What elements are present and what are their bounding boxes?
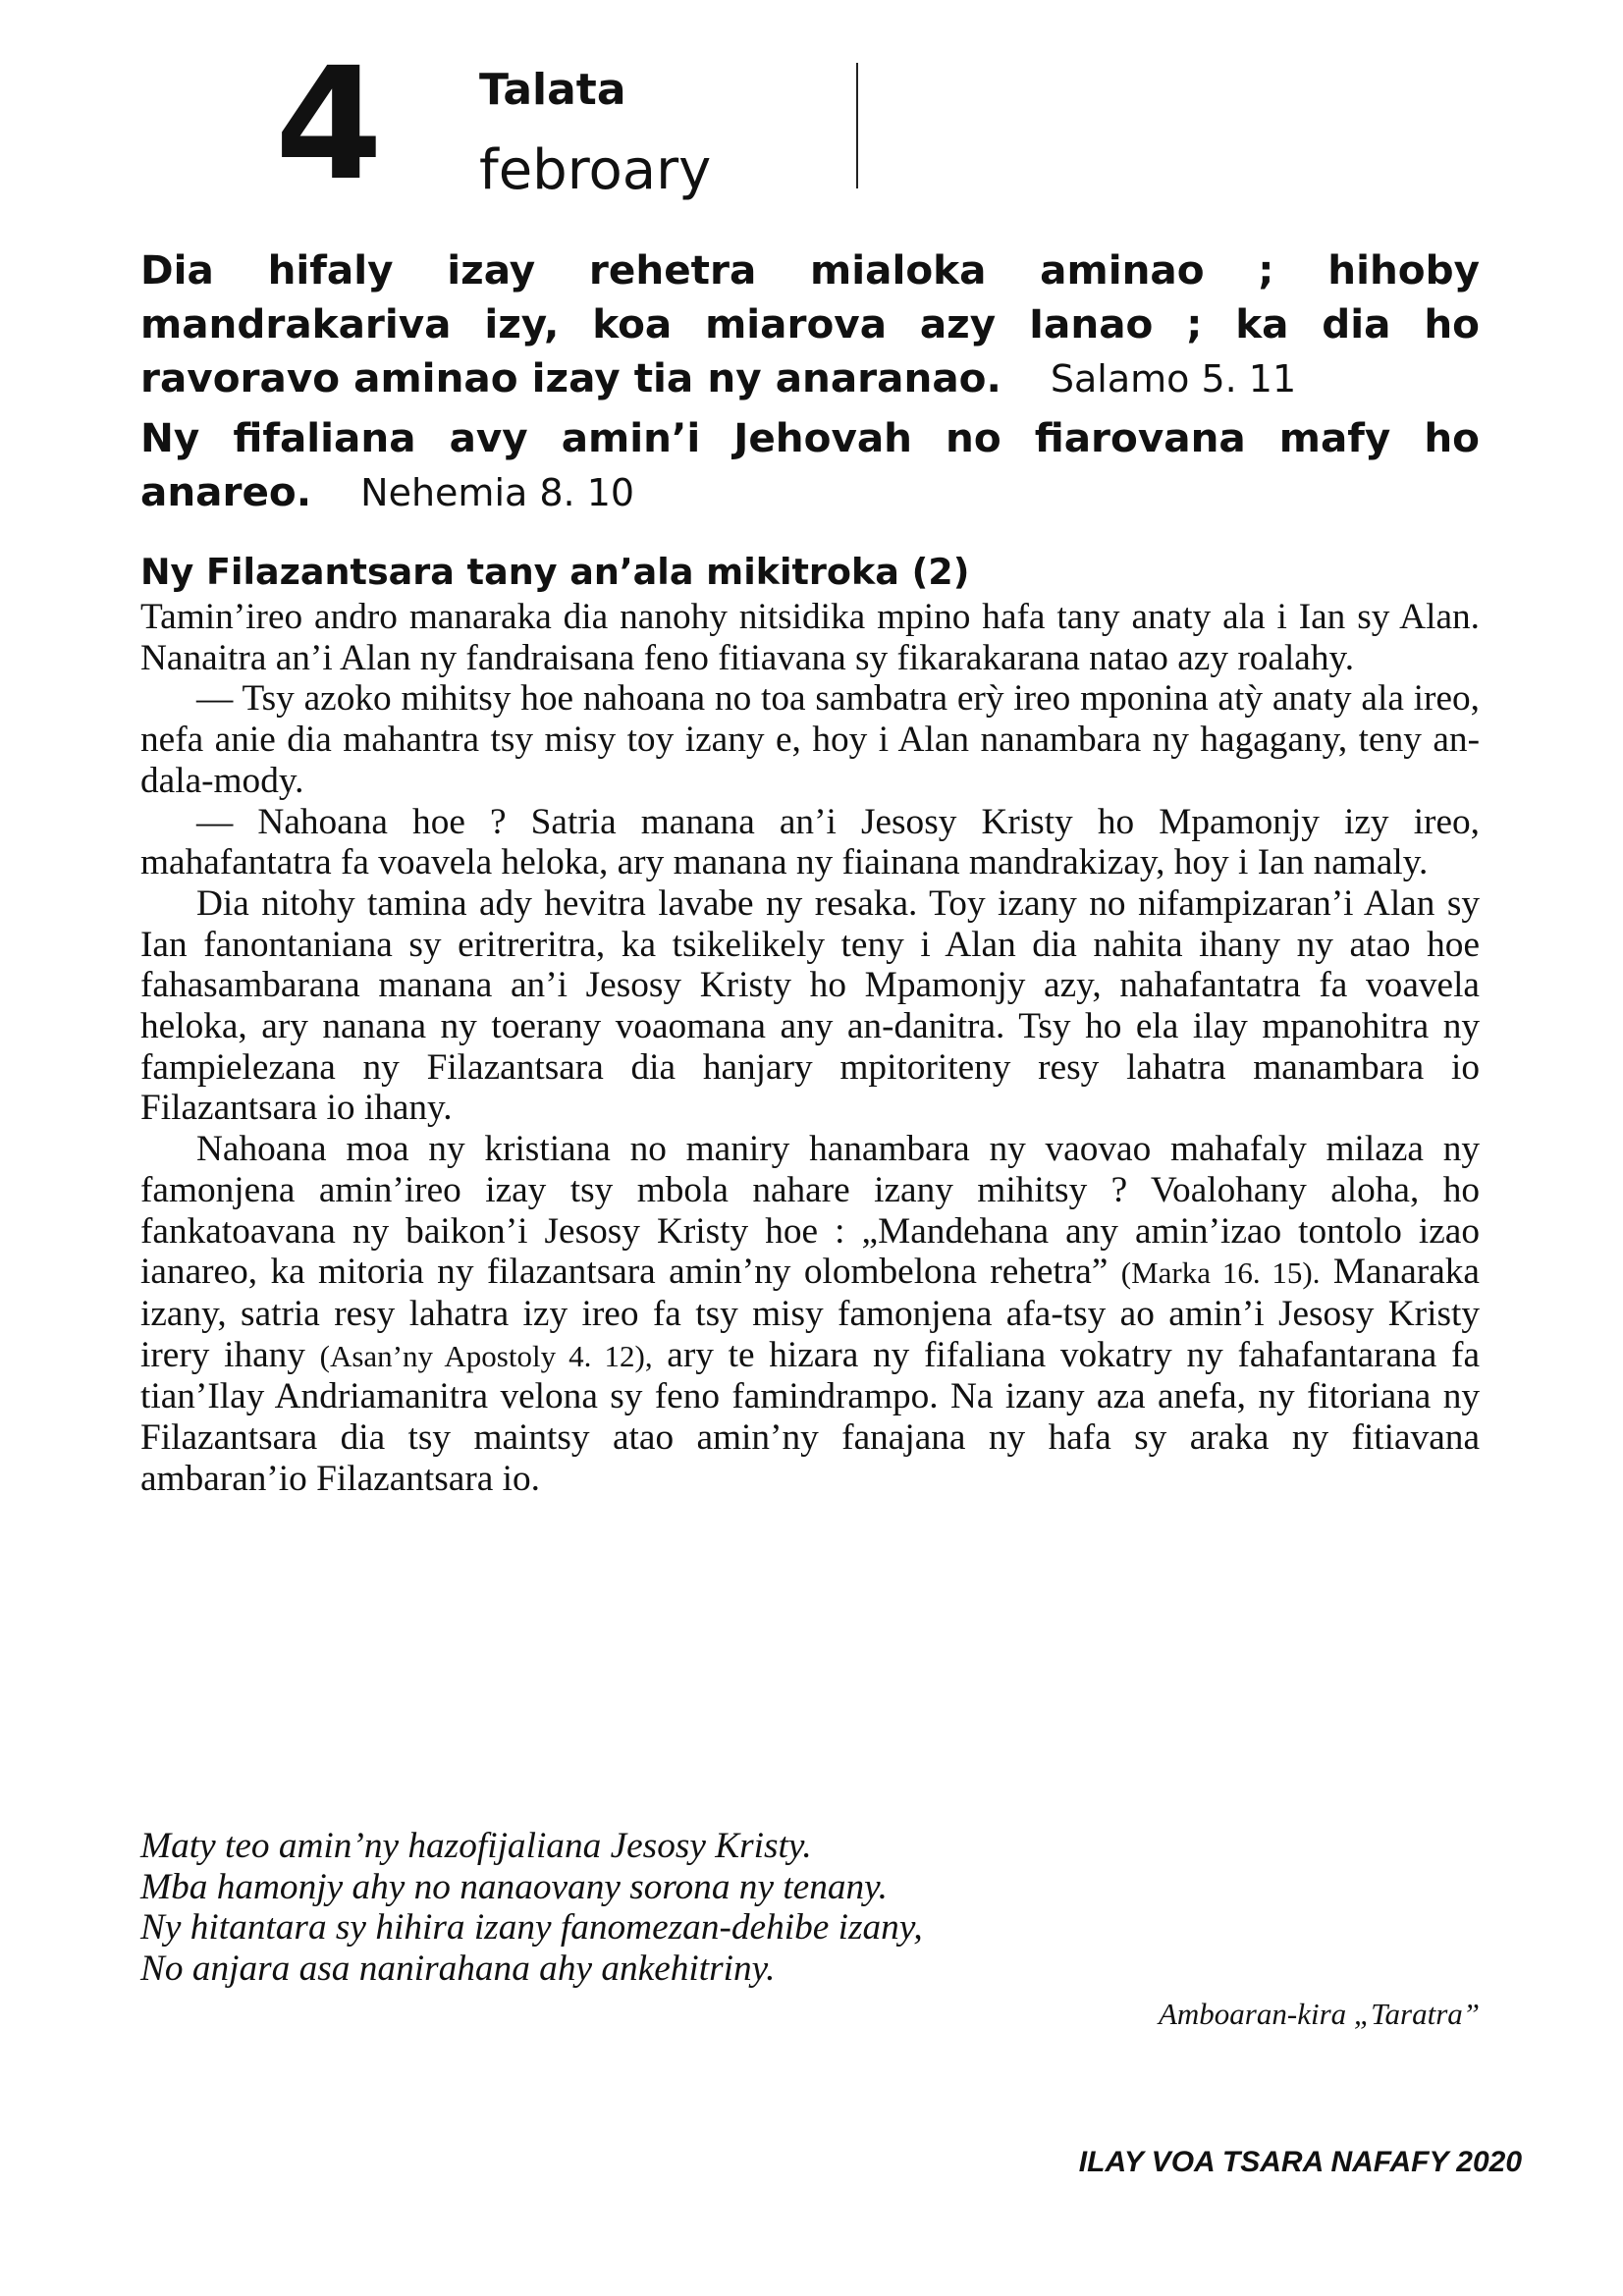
article-title: Ny Filazantsara tany an’ala mikitroka (2)	[140, 551, 970, 593]
poem-line: Mba hamonjy ahy no nanaovany sorona ny tenany.	[140, 1866, 888, 1907]
poem-line: Maty teo amin’ny hazofijaliana Jesosy Kristy.	[140, 1826, 812, 1866]
poem-line: No anjara asa nanirahana ahy ankehitriny.	[140, 1949, 776, 1990]
daily-verse	[140, 411, 1480, 520]
month: febroary	[479, 138, 712, 202]
poem-line: Ny hitantara sy hihira izany fanomezan-dehibe izany,	[140, 1907, 923, 1949]
verse-text: Dia hifaly izay rehetra mialoka aminao ; hihoby mandrakariva izy, koa miarova azy Ianao ; ka dia ho ravoravo aminao izay tia ny anaranao.	[140, 246, 1480, 401]
header-divider	[856, 63, 858, 188]
paragraph	[140, 1129, 1480, 1499]
poem-attribution: Amboaran-kira „Taratra”	[1158, 1997, 1480, 2031]
daily-verse	[140, 243, 1480, 406]
poem	[140, 1826, 1480, 1990]
scripture-reference: (Asan’ny Apostoly 4. 12),	[319, 1338, 653, 1373]
page-footer: ILAY VOA TSARA NAFAFY 2020	[1078, 2146, 1522, 2178]
paragraph-text: Manaraka izany, satria resy lahatra izy ireo fa tsy misy famonjena afa-tsy ao amin’i Jesosy Kristy irery ihany	[140, 1252, 1480, 1375]
verse-reference: Salamo 5. 11	[1050, 357, 1297, 400]
paragraph: — Tsy azoko mihitsy hoe nahoana no toa sambatra erỳ ireo mponina atỳ anaty ala ireo, nefa anie dia mahantra tsy misy toy izany e, hoy i Alan nanambara ny hagagany, teny an-dala-mody.	[140, 678, 1480, 801]
article-body	[140, 597, 1480, 1499]
date-header	[265, 34, 874, 215]
weekday: Talata	[479, 65, 626, 115]
paragraph: Dia nitohy tamina ady hevitra lavabe ny resaka. Toy izany no nifampizaran’i Alan sy Ian fanontaniana sy eritreritra, ka tsikelikely teny i Alan dia nahita ihany ny atao hoe fahasambarana manana an’i Jesosy Kristy ho Mpamonjy azy, nahafantatra fa voavela heloka, ary nanana ny toerany voaomana any an-danitra. Tsy ho ela ilay mpanohitra ny fampielezana ny Filazantsara dia hanjary mpitoriteny resy lahatra manambara io Filazantsara io ihany.	[140, 882, 1480, 1129]
paragraph-text: ary te hizara ny fifaliana vokatry ny fahafantarana fa tian’Ilay Andriamanitra velona sy feno famindrampo. Na izany aza anefa, ny fitoriana ny Filazantsara dia tsy maintsy atao amin’ny fanajana ny hafa sy araka ny fitiavana ambaran’io Filazantsara io.	[140, 1334, 1481, 1499]
scripture-reference: (Marka 16. 15).	[1120, 1255, 1321, 1291]
verse-text: Ny fifaliana avy amin’i Jehovah no fiarovana mafy ho anareo.	[140, 414, 1480, 515]
day-number: 4	[275, 34, 379, 215]
paragraph: — Nahoana hoe ? Satria manana an’i Jesosy Kristy ho Mpamonjy izy ireo, mahafantatra fa voavela heloka, ary manana ny fiainana mandrakizay, hoy i Ian namaly.	[140, 801, 1480, 883]
verse-reference: Nehemia 8. 10	[360, 471, 635, 514]
paragraph: Tamin’ireo andro manaraka dia nanohy nitsidika mpino hafa tany anaty ala i Ian sy Alan. Nanaitra an’i Alan ny fandraisana feno fitiavana sy fikarakarana natao azy roalahy.	[140, 597, 1480, 678]
paragraph-text: Nahoana moa ny kristiana no maniry hanambara ny vaovao mahafaly milaza ny famonjena amin’ireo izay tsy mbola nahare izany mihitsy ? Voalohany aloha, ho fankatoavana ny baikon’i Jesosy Kristy hoe : „Mandehana any amin’izao tontolo izao ianareo, ka mitoria ny filazantsara amin’ny olombelona rehetra”	[140, 1129, 1480, 1293]
